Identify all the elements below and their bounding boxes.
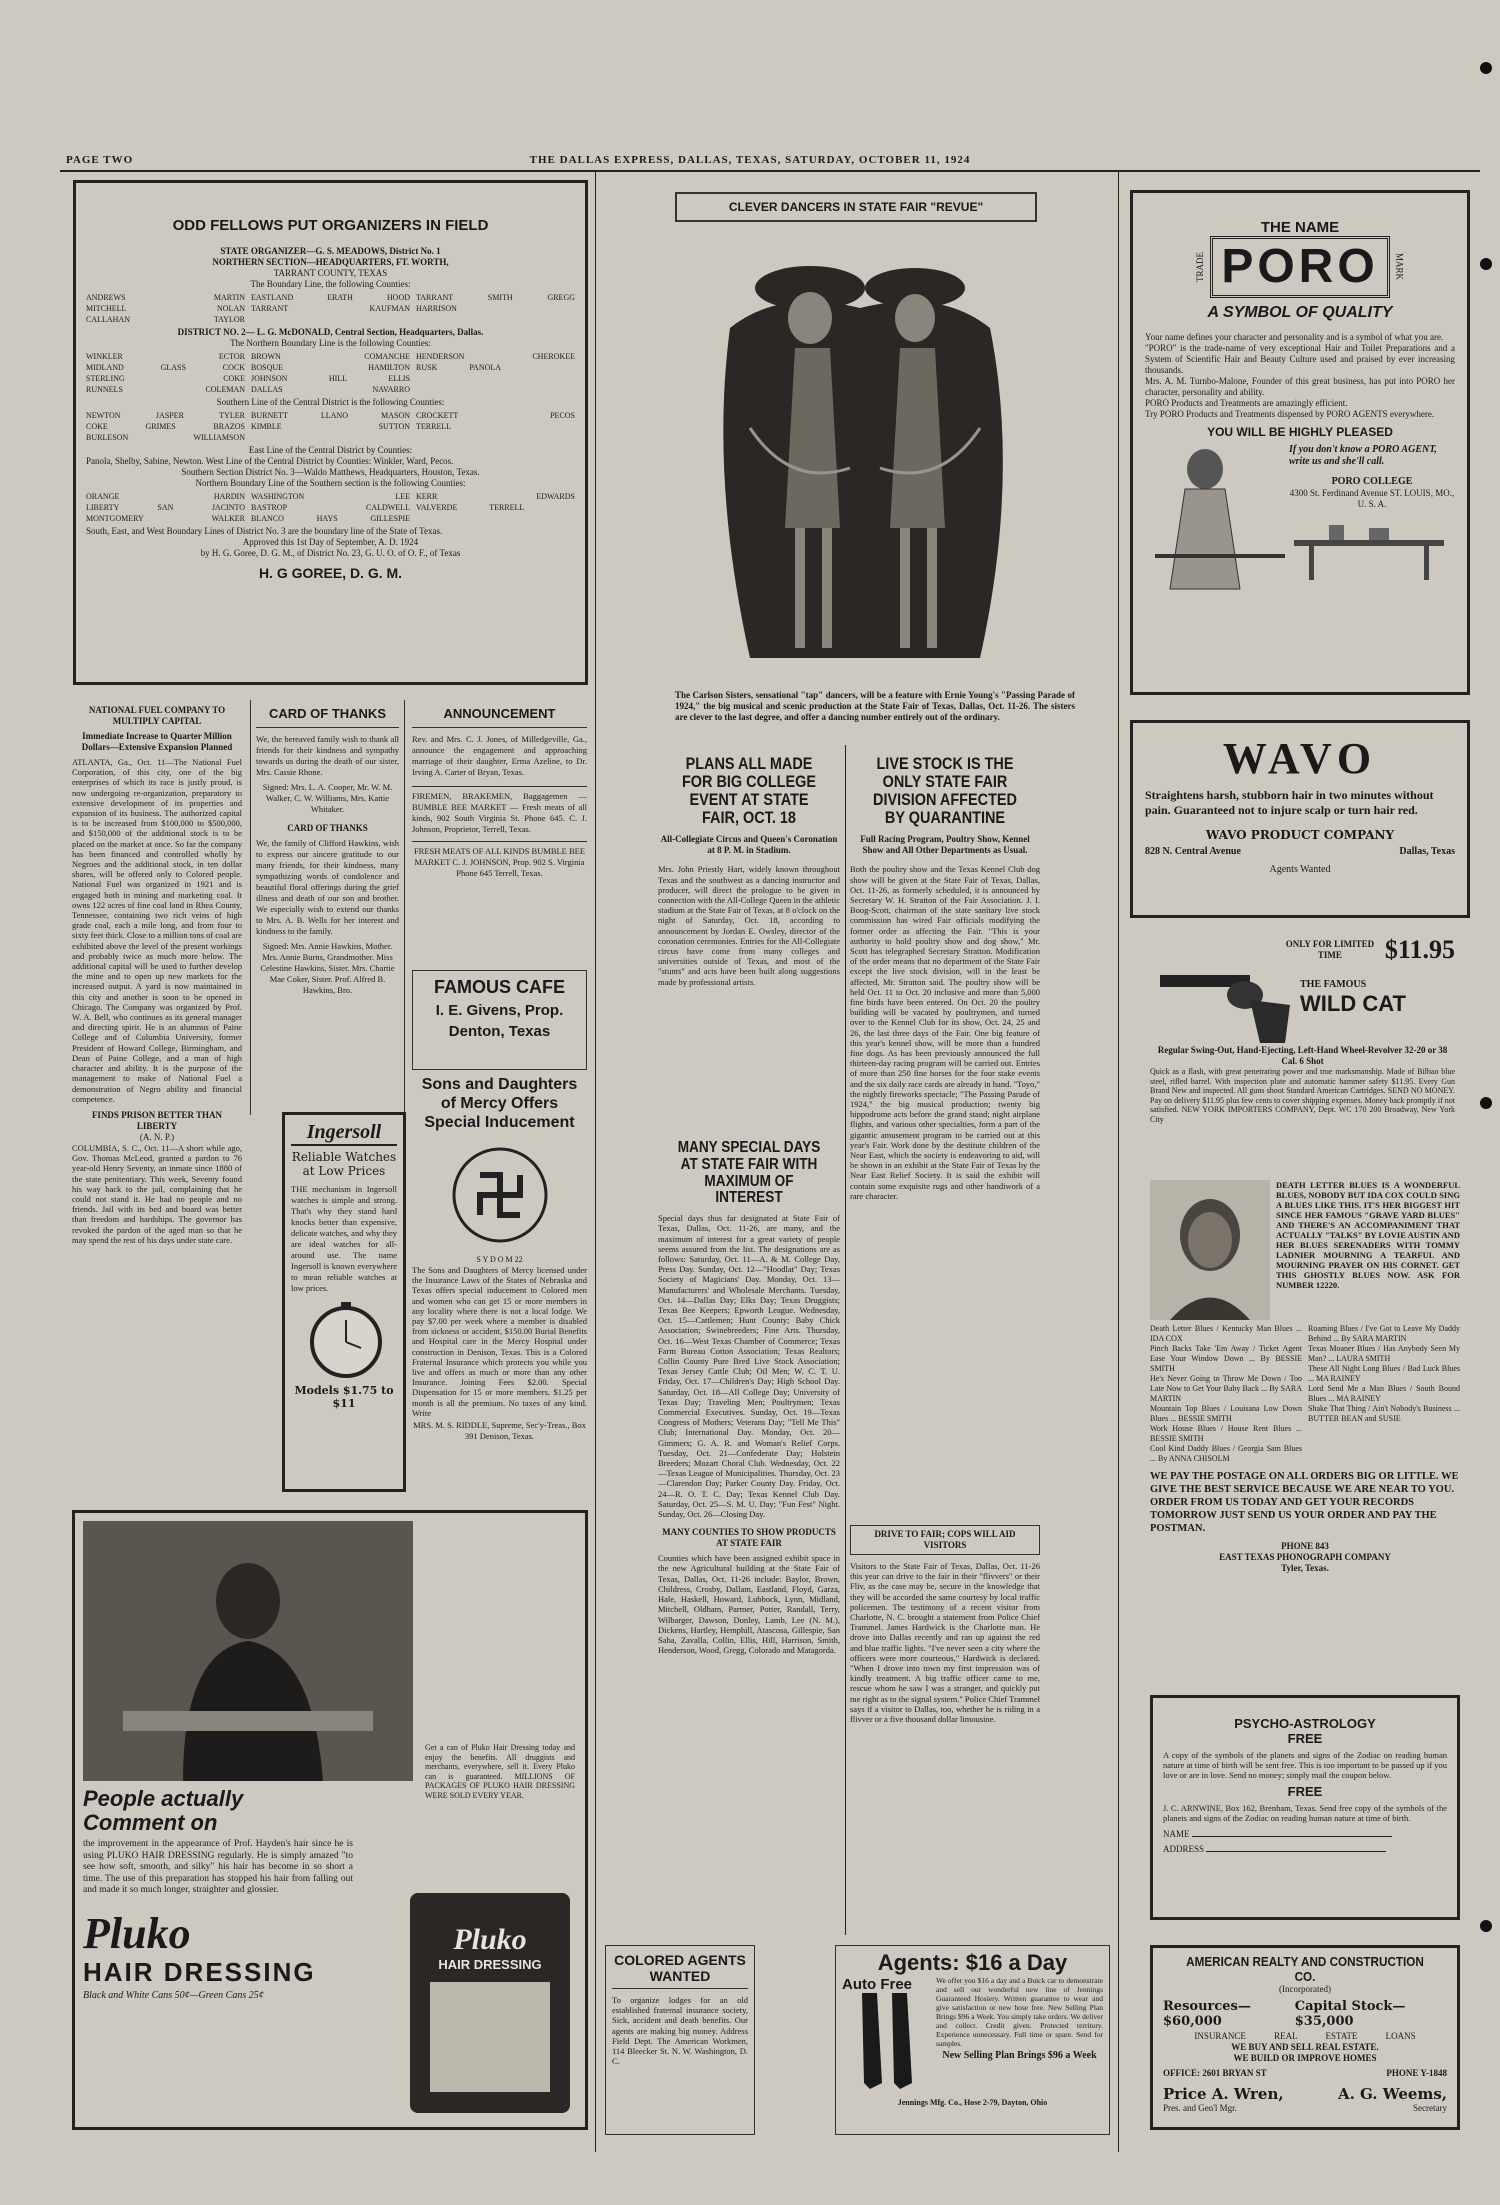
pluko-can-label: HAIR DRESSING xyxy=(438,1957,542,1972)
poro-body: Mrs. A. M. Turnbo-Malone, Founder of this great business, has put into PORO her character, personality and ability. xyxy=(1145,376,1455,397)
agents-16-ad xyxy=(835,1945,1110,2135)
blues-records-right: Roaming Blues / I've Got to Leave My Daddy Behind ... By SARA MARTIN Texas Moaner Blues / Has Anybody Seen My Man? ... LAURA SMITH These All Night Long Blues / Bad Luck Blues ... MA RAINEY Lord Send Me a Man Blues / South Bound Blues ... MA RAINEY Shake That Thing / Ain't Nobody's Business ... BUTTER BEAN and SUSIE xyxy=(1308,1324,1460,1423)
poro-mark: MARK xyxy=(1394,253,1405,281)
odd-fellows-line: Approved this 1st Day of September, A. D. 1924 xyxy=(242,537,419,547)
ingersoll-tag2: at Low Prices xyxy=(302,1164,386,1178)
wavo-city: Dallas, Texas xyxy=(1399,846,1455,857)
poro-vanity-illustration xyxy=(1289,510,1449,580)
pluko-colors: Black and White Cans 50¢—Green Cans 25¢ xyxy=(83,1989,264,2001)
realty-office: OFFICE: 2601 BRYAN ST xyxy=(1163,2068,1267,2078)
famous-cafe-city: Denton, Texas xyxy=(448,1023,551,1040)
watch-icon xyxy=(291,1300,401,1380)
dancers-caption: The Carlson Sisters, sensational "tap" dancers, will be a feature with Ernie Young's "Passing Parade of 1924," the big musical and scenic production at the State Fair of Texas, Dallas, Oct. 11-26. The sisters are clever to the last degree, and offer a dancing number entirely out of the ordinary. xyxy=(675,690,1075,722)
dancers-headline-box xyxy=(675,192,1037,222)
astrology-ad xyxy=(1150,1695,1460,1920)
announcement-body: Rev. and Mrs. C. J. Jones, of Milledgeville, Ga., announce the engagement and approaching marriage of their daughter, Erma Azeline, to Dr. Irving A. Carter of Bryan, Texas. xyxy=(412,734,587,777)
wavo-body: Straightens harsh, stubborn hair in two minutes without pain. Guaranteed not to injure scalp or turn hair red. xyxy=(1145,788,1434,817)
odd-fellows-line: STATE ORGANIZER—G. S. MEADOWS, District No. 1 xyxy=(220,246,441,256)
famous-cafe-title: FAMOUS CAFE xyxy=(433,977,565,997)
county-list: ANDREWS MARTIN MITCHELL NOLAN CALLAHAN TAYLOR EASTLAND ERATH HOOD TARRANT KAUFMAN TARRANT SMITH GREGG HARRISON xyxy=(86,293,575,324)
astrology-name-field xyxy=(1192,1836,1392,1837)
poro-body: "PORO" is the trade-name of very exceptional Hair and Toilet Preparations and a System of Scientific Hair and Beauty Culture used and praised by ever increasing thousands. xyxy=(1145,343,1455,375)
pluko-brand: Pluko xyxy=(83,1908,191,1958)
ingersoll-ad xyxy=(282,1112,406,1492)
agents-16-new-selling: New Selling Plan Brings $96 a Week xyxy=(942,2050,1097,2061)
counties-body: Counties which have been assigned exhibit space in the new Agricultural building at the State Fair of Texas, Dallas, Oct. 11-26 include: Baylor, Brown, Childress, Crosby, Dallam, Eastland, Floyd, Garza, Hale, Haskell, Howard, Lubbock, Lynn, Midland, Mitchell, Oldham, Parmer, Potter, Randall, Terry, Wilbarger, Dawson, Donley, Lamb, Lee (N. M.), Dickens, Hartley, Hemphill, Atascosa, Gillespie, San Saba, Zavalla, Collin, Ellis, Hill, Harrison, Smith, Henderson, Wood, Gregg, Colorado and Matagorda. xyxy=(658,1553,840,1656)
blues-ad xyxy=(1150,1180,1460,1670)
astrology-title-free: FREE xyxy=(1287,1731,1323,1746)
realty-title: AMERICAN REALTY AND CONSTRUCTION CO. xyxy=(1186,1954,1424,1984)
poro-trade: TRADE xyxy=(1195,252,1206,282)
poro-agent-note: If you don't know a PORO AGENT, write us and she'll call. xyxy=(1289,444,1437,467)
odd-fellows-line: The Northern Boundary Line is the following Counties: xyxy=(230,338,431,348)
odd-fellows-signature: H. G GOREE, D. G. M. xyxy=(258,565,403,581)
realty-phone: PHONE Y-1848 xyxy=(1386,2068,1447,2078)
binder-hole xyxy=(1480,1097,1492,1109)
realty-services: INSURANCE REAL ESTATE LOANS xyxy=(1194,2031,1416,2041)
astrology-body: A copy of the symbols of the planets and signs of the Zodiac on reading human nature at time of birth will be sent free. This is too important to be passed up if you love or are in love. Send no money; simply mail the coupon below. xyxy=(1163,1750,1447,1780)
astrology-address-label: ADDRESS xyxy=(1163,1844,1205,1854)
sons-daughters-headline: Sons and Daughters of Mercy Offers Special Inducement xyxy=(421,1076,578,1131)
odd-fellows-line: East Line of the Central District by Counties: xyxy=(248,445,413,455)
wildcat-price: $11.95 xyxy=(1384,935,1455,964)
odd-fellows-line: Northern Boundary Line of the Southern section is the following Counties: xyxy=(195,478,466,488)
poro-woman-illustration xyxy=(1145,444,1285,594)
national-fuel-subhead: Immediate Increase to Quarter Million Dollars—Extensive Expansion Planned xyxy=(81,731,233,752)
realty-incorporated: (Incorporated) xyxy=(1279,1984,1331,1994)
wildcat-the-famous: THE FAMOUS xyxy=(1300,979,1367,990)
prison-headline: FINDS PRISON BETTER THAN LIBERTY xyxy=(91,1109,223,1131)
odd-fellows-line: by H. G. Goree, D. G. M., of District No. 23, G. U. O. of O. F., of Texas xyxy=(200,548,461,558)
agents-16-body: We offer you $16 a day and a Buick car to demonstrate and sell our wonderful new line of Jennings Guaranteed Hosiery. Written guarantee to wear and give satisfaction or new hose free. New Selling Plan Brings $96 a Week. You simply take orders. We deliver and collect. Credit given. Protected territory. Experience unnecessary. Full time or spare. Send for samples. xyxy=(936,1976,1103,2048)
counties-headline: MANY COUNTIES TO SHOW PRODUCTS AT STATE FAIR xyxy=(662,1527,836,1549)
ingersoll-models: Models $1.75 to $11 xyxy=(294,1384,394,1410)
pluko-can xyxy=(410,1893,570,2113)
pluko-can-brand: Pluko xyxy=(453,1923,527,1956)
plans-body: Mrs. John Priestly Hart, widely known throughout Texas and the southwest as a dancing instructor and producer, will direct the prologue to be given in connection with the All-College Queen in the athletic stadium at the State Fair of Texas, at 8 o'clock on the night of Saturday, Oct. 18, according to announcement by Jordan E. Owsley, director of the coronation ceremonies. Entries for the All-Collegiate circus have come from many colleges and universities outside of Texas, and most of the "stunts" and acts have been built along suggestions made by professional artists. xyxy=(658,864,840,987)
prof-hayden-photo xyxy=(83,1521,413,1781)
plans-article xyxy=(658,755,840,1135)
dancers-headline: CLEVER DANCERS IN STATE FAIR "REVUE" xyxy=(728,200,984,214)
prison-ap: (A. N. P.) xyxy=(139,1131,175,1142)
sydom-emblem-icon xyxy=(450,1140,550,1250)
realty-capital: Capital Stock—$35,000 xyxy=(1294,1999,1406,2029)
wavo-ad xyxy=(1130,720,1470,918)
astrology-name-label: NAME xyxy=(1163,1829,1190,1839)
binder-hole xyxy=(1480,1920,1492,1932)
card-of-thanks-signed: Signed: Mrs. L. A. Cooper, Mr. W. M. Walker, C. W. Williams, Mrs. Kattie Whitaker. xyxy=(262,782,393,814)
plans-headline: PLANS ALL MADE FOR BIG COLLEGE EVENT AT STATE FAIR, OCT. 18 xyxy=(681,755,817,827)
ida-cox-portrait xyxy=(1150,1180,1270,1320)
ingersoll-tag1: Reliable Watches xyxy=(291,1150,397,1164)
famous-cafe-owner: I. E. Givens, Prop. xyxy=(435,1002,564,1019)
famous-cafe-ad xyxy=(412,970,587,1070)
dancers-photo xyxy=(690,228,1035,683)
wildcat-body: Quick as a flash, with great penetrating power and true marksmanship. Made of Bilbao blue steel, rifled barrel. With inspection plate and automatic hammer safety $11.95. Every Gun Brand New and inspected. All guns shoot Standard American Cartridges. SEND NO MONEY. Pay on delivery $11.95 plus few cents to cover shipping expenses. Money back promptly if not satisfied. NEW YORK IMPORTERS COMPANY, Dept. WC 170 200 Broadway, New York City xyxy=(1150,1067,1455,1124)
odd-fellows-line: DISTRICT NO. 2— L. G. McDONALD, Central Section, Headquarters, Dallas. xyxy=(177,327,484,337)
page-label: PAGE TWO xyxy=(66,154,134,166)
sons-daughters-body: The Sons and Daughters of Mercy licensed under the Insurance Laws of the States of Nebraska and Texas offers special inducement to Colored men and women who can get 15 or more members in any locality where there is not a local lodge. We pay $7.00 per week where a member is disabled from sickness or accident, $150.00 Burial Benefits and Hospital care in the Mercy Hospital under construction in Denison, Texas. This is a Colored Fraternal Insurance which protects you while you live and offers as much or more than any other Insurance. Joining Fees $2.00. Special Dispensation for 15 or more members. $1.25 per month is all the premium. No taxes of any kind. Write xyxy=(412,1265,587,1418)
dancers-illustration xyxy=(690,228,1035,683)
sydom-emblem xyxy=(450,1140,550,1250)
sons-daughters-signed: MRS. M. S. RIDDLE, Supreme, Sec'y-Treas., Box 391 Denison, Texas. xyxy=(413,1420,586,1442)
odd-fellows-headline: ODD FELLOWS PUT ORGANIZERS IN FIELD xyxy=(172,217,489,234)
pluko-side-text: Get a can of Pluko Hair Dressing today and enjoy the benefits. All druggists and merchants, everywhere, sell it. Every Pluko can is guaranteed. MILLIONS OF PACKAGES OF PLUKO HAIR DRESSING WERE SOLD EVERY YEAR. xyxy=(425,1743,575,1800)
odd-fellows-line: TARRANT COUNTY, TEXAS xyxy=(273,268,388,278)
national-fuel-article xyxy=(72,705,242,1475)
bumble-bee-ad-2: FRESH MEATS OF ALL KINDS BUMBLE BEE MARKET C. J. JOHNSON, Prop. 902 S. Virginia Phone 645 Terrell, Texas. xyxy=(412,841,587,879)
pluko-photo xyxy=(83,1521,413,1781)
card-of-thanks-title-2: CARD OF THANKS xyxy=(287,823,368,833)
agents-16-auto: Auto Free xyxy=(842,1976,913,1993)
pluko-can-label-panel xyxy=(430,1982,550,2092)
plans-subhead: All-Collegiate Circus and Queen's Coronation at 8 P. M. in Stadium. xyxy=(660,834,838,856)
astrology-free: FREE xyxy=(1287,1784,1323,1799)
pluko-headline: People actually Comment on xyxy=(83,1786,244,1835)
realty-secretary-title: Secretary xyxy=(1413,2103,1447,2113)
card-of-thanks-body-2: We, the family of Clifford Hawkins, wish to express our sincere gratitude to our many friends, for their kindness, many sympathizing words of condolence and beautiful floral offerings during the grief illness and death of our son and brother. We especially wish to extend our thanks to Mrs. A. B. Wells for her interest and kindness to the family. xyxy=(256,838,399,936)
poro-brand: PORO xyxy=(1210,236,1389,298)
poro-body: Try PORO Products and Treatments dispensed by PORO AGENTS everywhere. xyxy=(1145,409,1435,419)
binder-hole xyxy=(1480,62,1492,74)
special-days-headline: MANY SPECIAL DAYS AT STATE FAIR WITH MAXIMUM OF INTEREST xyxy=(677,1140,821,1207)
live-stock-article xyxy=(850,755,1040,1525)
drive-body: Visitors to the State Fair of Texas, Dallas, Oct. 11-26 this year can drive to the fair in their "flivvers" or their Fliv, as the case may be, secure in the knowledge that they will be accorded the same courtesy by local traffic policemen. The testimony of a recent visitor from Charlotte, N. C. brought a statement from Police Chief Trammel. James Hardwick is the Charlotte man. He drove into Dallas recently and ran up against the red and blue traffic lights. "I've never seen a city where the officers were more courteous," Hardwick is declared. "When I drove into town my first impression was of kindly treatment. A big traffic officer came to me, rescue whom he saw I was a stranger, and quickly put me right as to the signal system." Police Chief Trammel says if a visitor to Dallas, too, whether he is riding in a flivver or a five thousand dollar limousine. xyxy=(850,1561,1040,1725)
wavo-company: WAVO PRODUCT COMPANY xyxy=(1205,828,1395,842)
blues-company: EAST TEXAS PHONOGRAPH COMPANY xyxy=(1219,1552,1391,1562)
odd-fellows-line: The Boundary Line, the following Counties: xyxy=(250,279,411,289)
pluko-body: the improvement in the appearance of Prof. Hayden's hair since he is using PLUKO HAIR DRESSING regularly. He is simply amazed "to see how soft, smooth, and silky" his hair has become in so short a time. The use of this preparation has stopped his hair from falling out and made it so much longer, straighter and glossier. xyxy=(83,1839,353,1895)
odd-fellows-line: Southern Line of the Central District is the following Counties: xyxy=(216,397,445,407)
poro-ad xyxy=(1130,190,1470,695)
pluko-ad xyxy=(72,1510,588,2130)
binder-hole xyxy=(1480,258,1492,270)
live-stock-headline: LIVE STOCK IS THE ONLY STATE FAIR DIVISION AFFECTED BY QUARANTINE xyxy=(873,755,1017,827)
astrology-title: PSYCHO-ASTROLOGY xyxy=(1234,1716,1376,1731)
odd-fellows-line: NORTHERN SECTION—HEADQUARTERS, FT. WORTH, xyxy=(212,257,449,267)
column-rule xyxy=(845,745,846,1935)
blues-pay-postage: WE PAY THE POSTAGE ON ALL ORDERS BIG OR LITTLE. WE GIVE THE BEST SERVICE BECAUSE WE ARE NEAR TO YOU. ORDER FROM US TODAY AND GET YOUR RECORDS TOMORROW JUST SEND US YOUR ORDER AND PAY THE POSTMAN. xyxy=(1150,1471,1459,1534)
ingersoll-body: THE mechanism in Ingersoll watches is simple and strong. That's why they stand hard knocks better than expensive, delicate watches, and why they are ideal watches for all-around use. The name Ingersoll is known everywhere to mean reliable watches at low prices. xyxy=(291,1184,397,1293)
bumble-bee-ad: FIREMEN, BRAKEMEN, Baggagemen — BUMBLE BEE MARKET — Fresh meats of all kinds, 902 South Virginia St. Phone 645. C. J. Johnson, Proprietor, Terrell, Texas. xyxy=(412,786,587,835)
card-of-thanks-title: CARD OF THANKS xyxy=(256,700,399,728)
american-realty-ad xyxy=(1150,1945,1460,2130)
county-list: ORANGE HARDIN LIBERTY SAN JACINTO MONTGOMERY WALKER WASHINGTON LEE BASTROP CALDWELL BLANCO HAYS GILLESPIE KERR EDWARDS VALVERDE TERRELL xyxy=(86,492,575,523)
prison-body: COLUMBIA, S. C., Oct. 11—A short while ago, Gov. Thomas McLeod, granted a pardon to 76 year-old Henry Seventy, an inmate since 1880 of the state penitentiary. This week, Seventy found his way back to the jail, complaining that he could not stand it. He had no people and no friends. Jail with its bed and board was better than freedom and hardships. The governor has revoked the pardon of the aged man so that he may spend the rest of his days under state care. xyxy=(72,1142,242,1245)
colored-agents-wanted: WANTED xyxy=(612,1968,748,1989)
astrology-coupon: J. C. ARNWINE, Box 162, Brenham, Texas. Send free copy of the symbols of the planets and signs of the Zodiac on reading human nature at time of birth. xyxy=(1163,1803,1447,1823)
column-rule xyxy=(595,172,596,2152)
blues-records-left: Death Letter Blues / Kentucky Man Blues ... IDA COX Pinch Backs Take 'Em Away / Ticket Agent Ease Your Window Down ... By BESSIE SMITH He's Never Going to Throw Me Down / Too Late Now to Get Your Baby Back ... By SARA MARTIN Mountain Top Blues / Louisana Low Down Blues ... BESSIE SMITH Work House Blues / House Rent Blues ... BESSIE SMITH Cool Kind Daddy Blues / Georgia Sam Blues ... By ANNA CHISOLM xyxy=(1150,1324,1302,1463)
poro-body: PORO Products and Treatments are amazingly efficient. xyxy=(1145,398,1348,408)
poro-body: Your name defines your character and personality and is a symbol of what you are. xyxy=(1145,332,1444,342)
special-days-body: Special days thus far designated at State Fair of Texas, Dallas, Oct. 11-26, are many, and the maximum of interest for a great variety of people seems assured from the list. The designations are as follows: Saturday, Oct. 11—A. & M. College Day, Press Day. Sunday, Oct. 12—"Hoodlat" Day; Texas Society of Magicians' Day. Monday, Oct. 13—Manufacturers' and Wholesale Merchants. Tuesday, Oct. 14—Dallas Day; Elks Day; Texas Druggists; Texas Bee Keepers; Epworth League. Wednesday, Oct. 15—Cattlemen; Hunt County; Baby Chick Association; Swinebreeders; Fine Arts. Thursday, Oct. 16—West Texas Chamber of Commerce; Texas Farm Bureau Cotton Association; Texas Realtors; Collin County Pure Bred Live Stock Association; Texas Jersey Cattle Club; Oil Men; W. C. T. U. Friday, Oct. 17—Children's Day; High School Day. Saturday, Oct. 18—All College Day; University of Texas Day; Traveling Men; Poultrymen; Texas Commercial Executives. Sunday, Oct. 19—Texas Congress of Mothers; Veterans Day; "Tell Me This" Club; International Day. Monday, Oct. 20—Gimmers; G. A. R. and Woman's Relief Corps. Tuesday, Oct. 21—Confederate Day; Holstein Breeders; Mozart Choral Club. Wednesday, Oct. 22—Texas League of Municipalities. Thursday, Oct. 23—Clarendon Day; Parker County Day. Friday, Oct. 24—R. O. T. C. Day; Texas Kennel Club Day. Saturday, Oct. 25—S. M. U. Day; "Fun Fest" Night. Sunday, Oct. 26—Closing Day. xyxy=(658,1213,840,1520)
dateline: THE DALLAS EXPRESS, DALLAS, TEXAS, SATURDAY, OCTOBER 11, 1924 xyxy=(529,154,971,166)
odd-fellows-notice xyxy=(73,180,588,685)
realty-president: Price A. Wren, xyxy=(1163,2085,1284,2103)
wildcat-sub: Regular Swing-Out, Hand-Ejecting, Left-Hand Wheel-Revolver 32-20 or 38 Cal. 6 Shot xyxy=(1157,1045,1448,1066)
ingersoll-brand: Ingersoll xyxy=(291,1121,397,1146)
sons-daughters-article xyxy=(412,1075,587,1505)
card-of-thanks-body: We, the bereaved family wish to thank all friends for their kindness and sympathy towards us during the death of our sister, Mrs. Cassie Rhone. xyxy=(256,734,399,777)
national-fuel-headline: NATIONAL FUEL COMPANY TO MULTIPLY CAPITAL xyxy=(88,705,226,726)
wavo-agents: Agents Wanted xyxy=(1269,864,1331,875)
realty-resources: Resources—$60,000 xyxy=(1163,1999,1251,2029)
poro-college: PORO COLLEGE xyxy=(1331,476,1413,487)
realty-president-title: Pres. and Gen'l Mgr. xyxy=(1163,2103,1237,2113)
national-fuel-body: ATLANTA, Ga., Oct. 11—The National Fuel Corporation, of this city, one of the big enterprises of which its race is justly proud, is now undergoing re-organization, preparatory to extensive development of its properties and expansion of its business. The authorized capital is to be increased from $100,000 to $500,000, and $150,000 of the additional stock is to be placed on the market at once. So far the company has been financed and controlled wholly by Negroes and the additional stock, in ten dollar shares, will be offered only to Colored people. National Fuel was organized in 1921 and is engaged both in mining and marketing coal. It owns 122 acres of fine coal land in Rhea County, Tennessee, containing two rich veins of high grade coal, each a mile long, and from four to sixty feet thick. Close to a million tons of coal are exhibited above the level of the present workings and probably twice as much more below. The additional capital will be used to further develop the mine and to open up new markets for the increased output. A yard is now maintained in this city and another is soon to be opened in Chicago. The Company was organized by Prof. W. A. Bell, who continues as its general manager and directing spirit. He is an alumnus of Paine College and of Columbia University, former President of Howard College, Birmingham, and Dean of Paine College, and a man of high character and ability. It is the purpose of the management to make of National Fuel a demonstration of Negro ability and financial competence. xyxy=(72,757,242,1104)
sydom-letters: S Y D O M 22 xyxy=(476,1255,523,1264)
drive-to-fair-article xyxy=(850,1525,1040,1925)
county-list: NEWTON JASPER TYLER COKE GRIMES BRAZOS BURLESON WILLIAMSON BURNETT LLANO MASON KIMBLE SUTTON CROCKETT PECOS TERRELL xyxy=(86,411,575,442)
wavo-street: 828 N. Central Avenue xyxy=(1145,846,1241,857)
card-of-thanks xyxy=(250,700,405,1115)
odd-fellows-line: Southern Section District No. 3—Waldo Matthews, Headquarters, Houston, Texas. xyxy=(181,467,480,477)
astrology-address-field xyxy=(1206,1851,1386,1852)
colored-agents-ad xyxy=(605,1945,755,2135)
poro-the-name: THE NAME xyxy=(1260,219,1340,236)
wavo-brand: WAVO xyxy=(1222,734,1378,783)
card-of-thanks-signed-2: Signed: Mrs. Annie Hawkins, Mother. Mrs. Annie Burns, Grandmother. Miss Celestine Hawkins, Sister. Mrs. Chartie Mae Coker, Sister. Prof. Alfred B. Hawkins, Bro. xyxy=(260,941,395,995)
realty-secretary: A. G. Weems, xyxy=(1337,2085,1447,2103)
county-list: WINKLER ECTOR MIDLAND GLASS COCK STERLING COKE RUNNELS COLEMAN BROWN COMANCHE BOSQUE HAMILTON JOHNSON HILL ELLIS DALLAS NAVARRO HENDERSON CHEROKEE RUSK PANOLA xyxy=(86,352,575,394)
agents-16-footer: Jennings Mfg. Co., Hose 2-79, Dayton, Ohio xyxy=(897,2098,1048,2107)
hosiery-legs-illustration xyxy=(842,1993,932,2093)
blues-intro: DEATH LETTER BLUES IS A WONDERFUL BLUES, NOBODY BUT IDA COX COULD SING A BLUES LIKE THIS. IT'S HER BIGGEST HIT SINCE HER FAMOUS "GRAVE YARD BLUES" AND THERE'S AN ACCOMPANIMENT THAT ACTUALLY "TALKS" BY LOVIE AUSTIN AND HER BLUES SERENADERS WITH TOMMY LADNIER MOURNING A TEARFUL AND MOURNING PRAYER ON HIS CORNET. GET THIS GHOSTLY BLUES NOW. ASK FOR NUMBER 12220. xyxy=(1276,1180,1460,1290)
wildcat-only-for: ONLY FOR LIMITED TIME xyxy=(1285,939,1375,960)
live-stock-body: Both the poultry show and the Texas Kennel Club dog show will be given at the State Fair of Texas, Dallas, Oct. 11-26, as formerly scheduled, it is announced by Secretary W. H. Stratton of the Fair Association. J. I. Boog-Scott, chairman of the state sanitary live stock commission has wired Fair officials modifying the former order as affecting the Fair. "This is your authority to hold poultry show and dog show," Mr. Scott has telegraphed Secretary Stratton. Modification of the order means that no department of the State Fair except the live stock division, will in the least be affected, Mr. Stratton said. The poultry show will be held Oct. 11 to Oct. 20 inclusive and more than 5,000 fine birds have been entered. On Oct. 20 the poultry building will be vacated by poultrymen, and turned over to the Kennel Club for its show, Oct. 24, 25 and 26, the last three days of the Fair. One big feature of this year's kennel show, will be more than a hundred fine dogs. As has been previously announced the full thirteen-day racing program will be carried out. Entries of more than 250 fine horses for the four stake events and the six daily race cards are already in hand. "Toyo," the nightly fireworks spectacle; "The Passing Parade of 1924," the big musical production; twenty big hippodrome acts before the grand stand; night airplane flights, and various other specialties, form a part of the gigantic amusement program to be carried out at this year's Fair. Work done by the destitute children of the Near East, which the society is endeavoring to aid, will be shown in an exhibit at the State Fair of Texas by the Near East Relief Society. It is said the exhibit will contain some exquisite rugs and other handiwork of a rare character. xyxy=(850,864,1040,1201)
masthead-rule xyxy=(60,170,1480,172)
announcement xyxy=(412,700,587,970)
odd-fellows-line: Panola, Shelby, Sabine, Newton. West Line of the Central District by Counties: Winkler, Ward, Pecos. xyxy=(86,456,454,466)
pluko-product: HAIR DRESSING xyxy=(83,1956,316,1987)
column-rule xyxy=(1118,172,1119,2152)
odd-fellows-line: South, East, and West Boundary Lines of District No. 3 are the boundary line of the State of Texas. xyxy=(86,526,443,536)
wildcat-ad xyxy=(1150,935,1455,1165)
drive-headline: DRIVE TO FAIR; COPS WILL AID VISITORS xyxy=(850,1525,1040,1555)
colored-agents-title: COLORED AGENTS xyxy=(614,1952,746,1968)
realty-buy-sell: WE BUY AND SELL REAL ESTATE. xyxy=(1231,2042,1379,2052)
agents-16-headline: Agents: $16 a Day xyxy=(877,1950,1068,1975)
poro-tagline: A SYMBOL OF QUALITY xyxy=(1207,304,1393,321)
poro-address: 4300 St. Ferdinand Avenue ST. LOUIS, MO., U. S. A. xyxy=(1289,488,1455,509)
live-stock-subhead: Full Racing Program, Poultry Show, Kennel Show and All Other Departments as Usual. xyxy=(860,834,1030,856)
poro-pleased: YOU WILL BE HIGHLY PLEASED xyxy=(1207,425,1393,439)
colored-agents-body: To organize lodges for an old established fraternal insurance society, Sick, accident and death benefits. Our agents are making big money. Address Field Dept. The American Workmen, 114 Bleecker St. N. W. Washington, D. C. xyxy=(612,1995,748,2067)
realty-build: WE BUILD OR IMPROVE HOMES xyxy=(1233,2053,1377,2063)
revolver-illustration xyxy=(1150,965,1300,1045)
blues-city: Tyler, Texas. xyxy=(1281,1563,1329,1573)
wildcat-name: WILD CAT xyxy=(1300,991,1406,1016)
blues-phone: PHONE 843 xyxy=(1281,1541,1329,1551)
announcement-title: ANNOUNCEMENT xyxy=(412,700,587,728)
